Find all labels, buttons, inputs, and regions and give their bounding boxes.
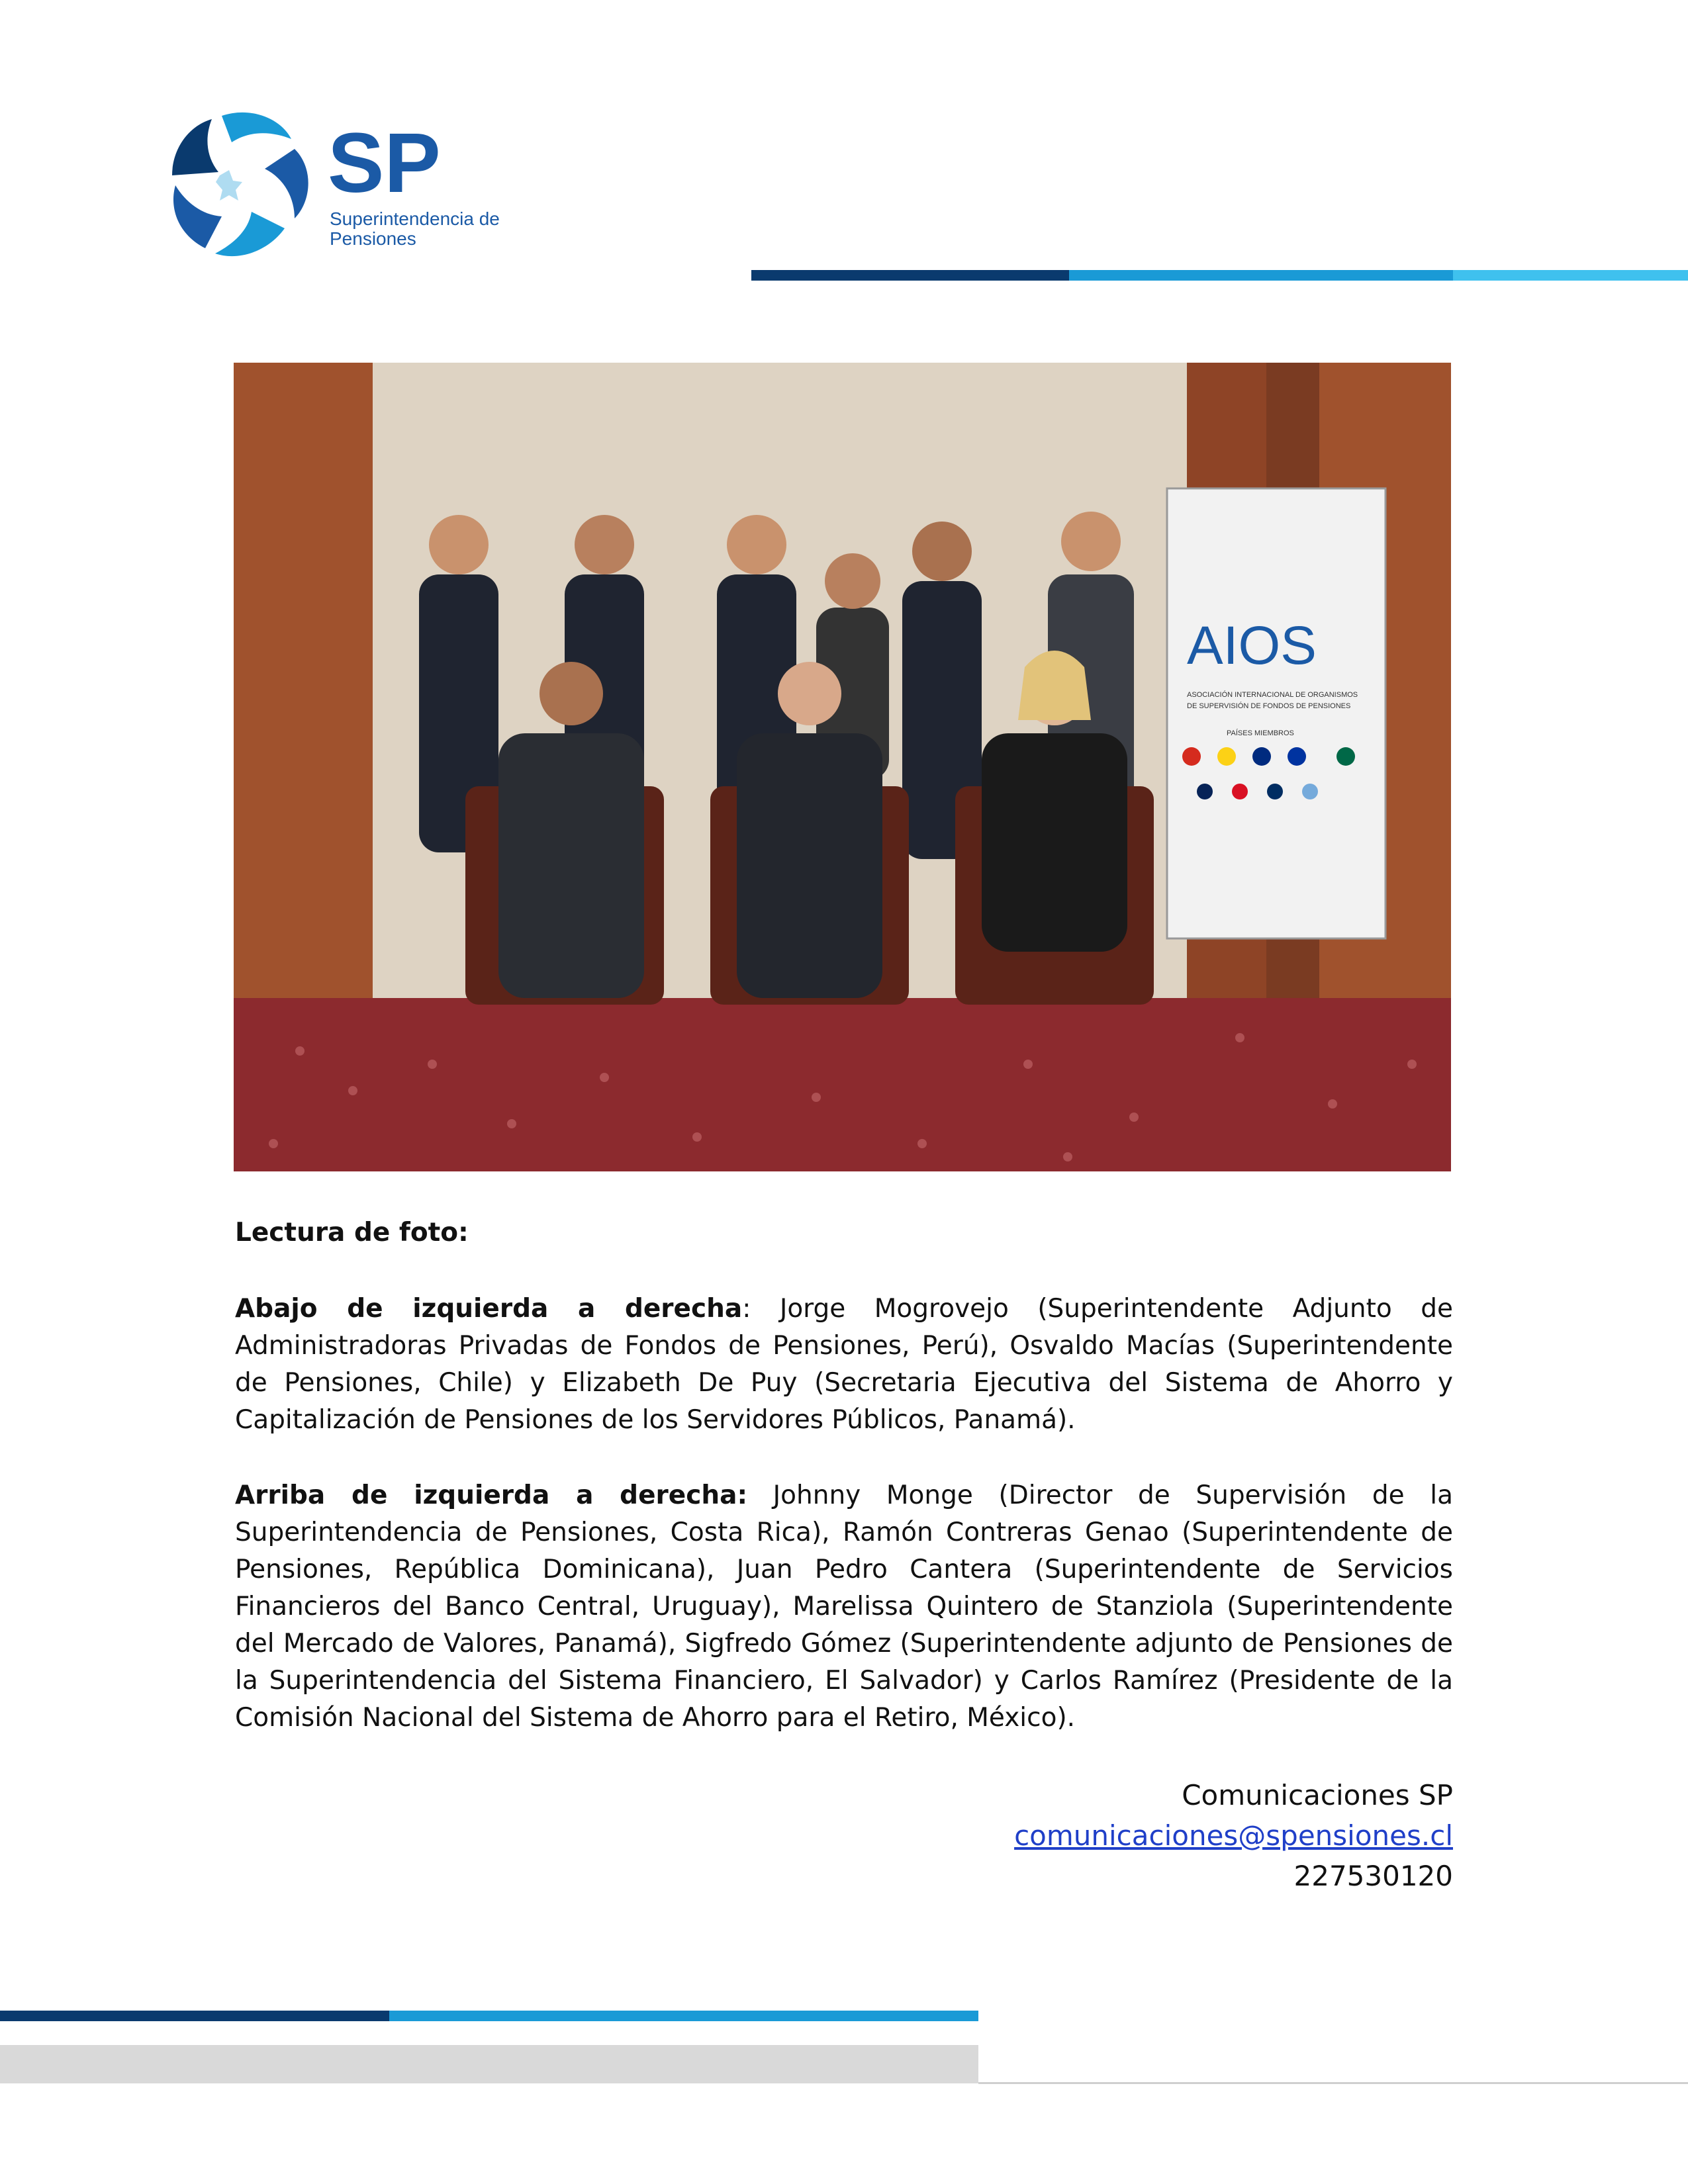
- logo-mark: SP: [328, 116, 441, 210]
- footer-stripe-blue: [389, 2011, 978, 2021]
- caption-title: Lectura de foto:: [235, 1218, 469, 1248]
- caption-top-text: Johnny Monge (Director de Supervisión de la Superintendencia de Pensiones, Costa Rica), Ramón Contreras Genao (Superintendente de Pensiones, República Dominicana), Juan Pedro Cantera (Superintendente de Servicios Financieros del Banco Central, Uruguay), Marelissa Quintero de Stanziola (Superintendente del Mercado de Valores, Panamá), Sigfredo Gómez (Superintendente adjunto de Pensiones de la Superintendencia del Sistema Financiero, El Salvador) y Carlos Ramírez (Presidente de la Comisión Nacional del Sistema de Ahorro para el Retiro, México).: [235, 1480, 1454, 1733]
- hands-emblem-icon: [172, 113, 308, 256]
- logo-line2: Pensiones: [330, 228, 416, 249]
- caption-top-row: [235, 1477, 1453, 1737]
- caption-bottom-label: Abajo de izquierda a derecha: [235, 1294, 743, 1324]
- banner-members: PAÍSES MIEMBROS: [1227, 729, 1294, 737]
- footer-divider: [978, 2082, 1688, 2084]
- contact-phone: 227530120: [1293, 1860, 1453, 1892]
- caption-top-label: Arriba de izquierda a derecha:: [235, 1480, 748, 1510]
- header-stripe-navy: [751, 270, 1069, 281]
- contact-name: Comunicaciones SP: [1182, 1779, 1453, 1811]
- contact-block: [1014, 1775, 1453, 1896]
- banner-title: AIOS: [1187, 615, 1317, 676]
- header-stripe-blue: [1069, 270, 1453, 281]
- sp-logo: [159, 103, 516, 281]
- banner-subtitle1: ASOCIACIÓN INTERNACIONAL DE ORGANISMOS: [1187, 691, 1358, 699]
- caption-bottom-text: : Jorge Mogrovejo (Superintendente Adjunto de Administradoras Privadas de Fondos de Pensiones, Perú), Osvaldo Macías (Superintendente de Pensiones, Chile) y Elizabeth De Puy (Secretaria Ejecutiva del Sistema de Ahorro y Capitalización de Pensiones de los Servidores Públicos, Panamá).: [235, 1294, 1453, 1435]
- footer-gray-band: [0, 2045, 978, 2083]
- header-stripe-lightblue: [1453, 270, 1688, 281]
- contact-email-link[interactable]: comunicaciones@spensiones.cl: [1014, 1819, 1453, 1852]
- caption-bottom-row: [235, 1291, 1453, 1439]
- footer-stripe-navy: [0, 2011, 389, 2021]
- group-photo: [234, 363, 1451, 1171]
- banner-subtitle2: DE SUPERVISIÓN DE FONDOS DE PENSIONES: [1187, 702, 1351, 710]
- logo-line1: Superintendencia de: [330, 208, 500, 229]
